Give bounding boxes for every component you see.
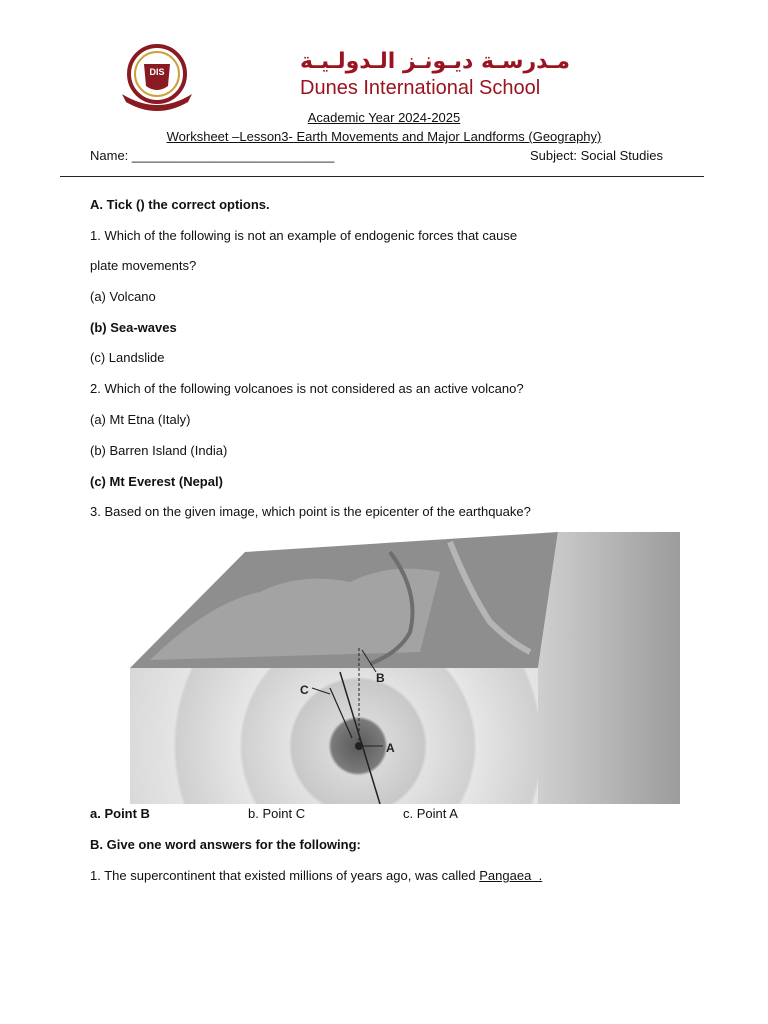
earthquake-diagram [90,532,680,804]
school-name-english: Dunes International School [300,77,541,99]
b-q1-answer: Pangaea . [479,868,543,883]
b-q1 [90,868,542,884]
q1-option-c: (c) Landslide [90,350,165,365]
worksheet-title: Worksheet –Lesson3- Earth Movements and Major Landforms (Geography) [166,129,602,144]
b-q1-text: 1. The supercontinent that existed millions of years ago, was called [90,868,476,883]
name-label: Name: ____________________________ [90,148,335,163]
diagram-label-a: A [386,741,395,755]
q2-option-a: (a) Mt Etna (Italy) [90,412,191,427]
school-name-arabic: مـدرسـة ديـونـز الـدولـيـة [300,49,570,74]
q3-option-c: c. Point A [403,806,458,821]
q2-option-b: (b) Barren Island (India) [90,443,228,458]
logo-text: DIS [149,67,165,77]
q1-text-line1: 1. Which of the following is not an example of endogenic forces that cause [90,228,518,243]
q3-option-b: b. Point C [248,806,306,821]
q1-text-line2: plate movements? [90,258,197,273]
diagram-label-c: C [300,683,309,697]
school-logo [116,42,198,112]
q3-option-a: a. Point B [90,806,150,821]
q1-option-b: (b) Sea-waves [90,320,177,335]
academic-year: Academic Year 2024-2025 [307,110,461,125]
diagram-label-b: B [376,671,385,685]
header-divider [60,176,704,177]
section-b-heading: B. Give one word answers for the following: [90,837,361,852]
q1-option-a: (a) Volcano [90,289,156,304]
section-a-heading: A. Tick () the correct options. [90,197,270,212]
q2-option-c: (c) Mt Everest (Nepal) [90,474,223,489]
q2-text: 2. Which of the following volcanoes is not considered as an active volcano? [90,381,524,396]
subject-label: Subject: Social Studies [530,148,663,163]
q3-text: 3. Based on the given image, which point is the epicenter of the earthquake? [90,504,531,519]
